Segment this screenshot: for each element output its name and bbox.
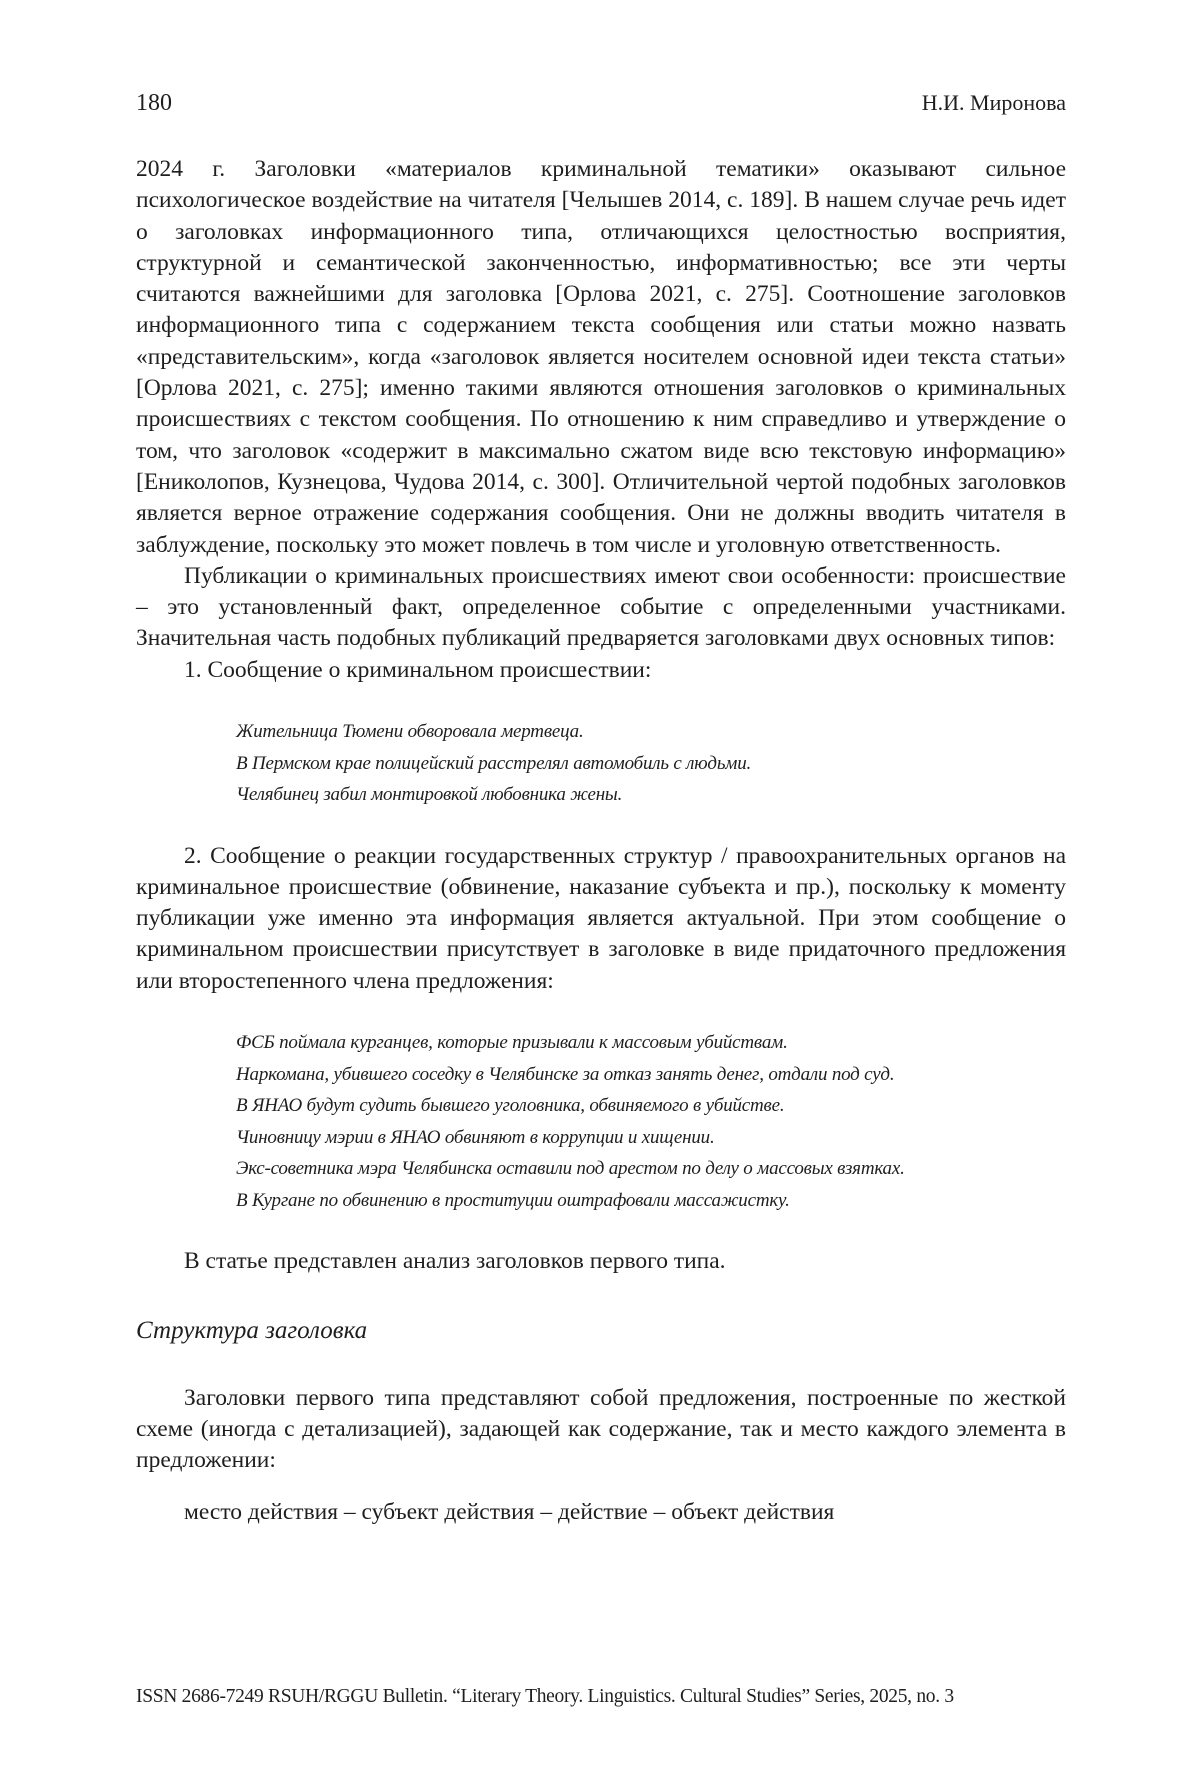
paragraph: 2024 г. Заголовки «материалов криминальной тематики» оказывают сильное психологическое воздействие на читателя [Челышев 2014, с. 189]. В нашем случае речь идет о заголовках информационного типа, отличающихся целостностью восприятия, структурной и семантической законченностью, информативностью; все эти черты считаются важнейшими для заголовка [Орлова 2021, с. 275]. Соотношение заголовков информационного типа с содержанием текста сообщения или статьи можно назвать «представительским», когда «заголовок является носителем основной идеи текста статьи» [Орлова 2021, с. 275]; именно такими являются отношения заголовков о криминальных происшествиях с текстом сообщения. По отношению к ним справедливо и утверждение о том, что заголовок «содержит в максимально сжатом виде всю текстовую информацию» [Ениколопов, Кузнецова, Чудова 2014, с. 300]. Отличительной чертой подобных заголовков является верное отражение содержания сообщения. Они не должны вводить читателя в заблуждение, поскольку это может повлечь в том числе и уголовную ответственность.: [136, 156, 1066, 558]
page-number: 180: [136, 90, 172, 116]
example-headline: ФСБ поймала курганцев, которые призывали к массовым убийствам.: [236, 1032, 788, 1054]
journal-footer: ISSN 2686-7249 RSUH/RGGU Bulletin. “Literary Theory. Linguistics. Cultural Studies” Series, 2025, no. 3: [136, 1686, 954, 1707]
running-head-author: Н.И. Миронова: [921, 90, 1066, 115]
paragraph: Заголовки первого типа представляют собой предложения, построенные по жесткой схеме (иногда с детализацией), задающей как содержание, так и место каждого элемента в предложении:: [136, 1384, 1066, 1474]
paragraph: Публикации о криминальных происшествиях имеют свои особенности: происшествие – это установленный факт, определенное событие с определенными участниками. Значительная часть подобных публикаций предваряется заголовками двух основных типов:: [136, 562, 1066, 652]
example-headline: Наркомана, убившего соседку в Челябинске за отказ занять денег, отдали под суд.: [236, 1063, 895, 1085]
example-headline: Жительница Тюмени обворовала мертвеца.: [236, 721, 584, 743]
headline-schema: место действия – субъект действия – действие – объект действия: [184, 1498, 835, 1525]
example-headline: В ЯНАО будут судить бывшего уголовника, обвиняемого в убийстве.: [236, 1095, 785, 1117]
example-headline: Челябинец забил монтировкой любовника жены.: [236, 784, 623, 806]
example-headlines-type-2: [136, 1027, 1066, 1216]
paragraph: В статье представлен анализ заголовков первого типа.: [184, 1248, 726, 1275]
list-item-type-1: 1. Сообщение о криминальном происшествии:: [184, 656, 652, 683]
list-item-type-2: 2. Сообщение о реакции государственных структур / правоохранительных органов на криминальное происшествие (обвинение, наказание субъекта и пр.), поскольку к моменту публикации уже именно эта информация является актуальной. При этом сообщение о криминальном происшествии присутствует в заголовке в виде придаточного предложения или второстепенного члена предложения:: [136, 842, 1066, 994]
example-headlines-type-1: [136, 716, 1066, 811]
article-body: [136, 154, 1066, 1528]
example-headline: В Пермском крае полицейский расстрелял автомобиль с людьми.: [236, 752, 752, 774]
example-headline: В Кургане по обвинению в проституции оштрафовали массажистку.: [236, 1189, 790, 1211]
section-heading: Структура заголовка: [136, 1317, 368, 1345]
example-headline: Чиновницу мэрии в ЯНАО обвиняют в коррупции и хищении.: [236, 1126, 715, 1148]
running-header: [136, 90, 1066, 120]
example-headline: Экс-советника мэра Челябинска оставили под арестом по делу о массовых взятках.: [236, 1158, 905, 1180]
